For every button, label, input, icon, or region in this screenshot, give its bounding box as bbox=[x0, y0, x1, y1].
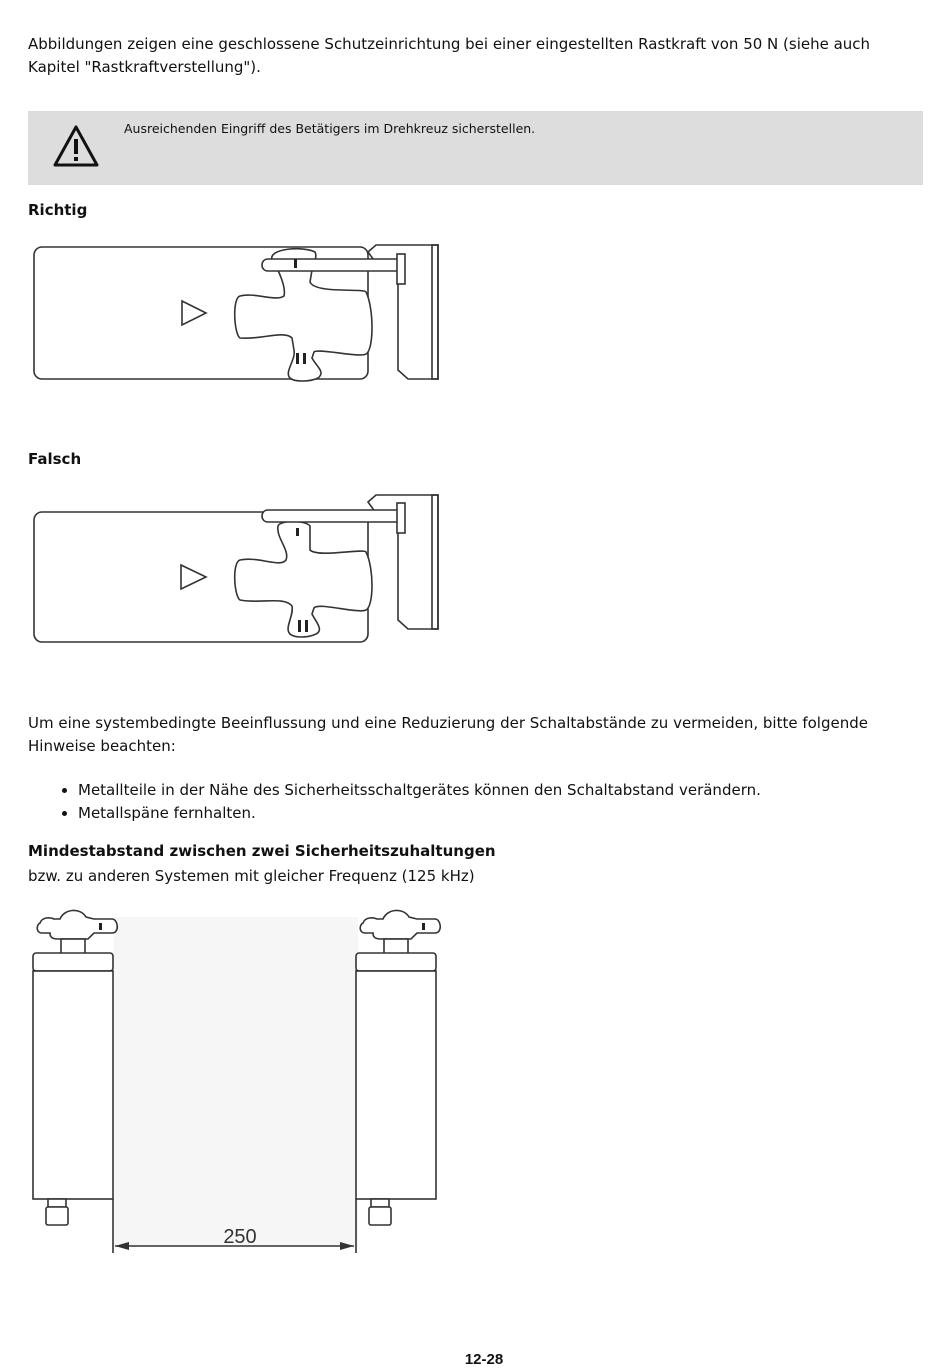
correct-figure-label: Richtig bbox=[28, 201, 88, 219]
wrong-engagement-figure bbox=[28, 488, 448, 650]
safety-switch-right bbox=[356, 910, 440, 1225]
safety-switch-left bbox=[33, 910, 117, 1225]
min-distance-subtext: bzw. zu anderen Systemen mit gleicher Frequenz (125 kHz) bbox=[28, 867, 475, 885]
correct-engagement-figure bbox=[28, 238, 448, 388]
hint-list bbox=[50, 779, 761, 825]
page-number: 12-28 bbox=[464, 1351, 504, 1368]
min-distance-heading: Mindestabstand zwischen zwei Sicherheitszuhaltungen bbox=[28, 842, 496, 860]
warning-box bbox=[28, 111, 923, 185]
list-item: • Metallspäne fernhalten. bbox=[78, 802, 761, 825]
min-distance-figure bbox=[28, 905, 448, 1260]
warning-triangle-icon bbox=[52, 124, 100, 168]
hint-paragraph: Um eine systembedingte Beeinflussung und eine Reduzierung der Schaltabstände zu vermeiden, bitte folgende Hinweise beachten: bbox=[28, 714, 868, 755]
wrong-figure-label: Falsch bbox=[28, 450, 82, 468]
warning-text: Ausreichenden Eingriff des Betätigers im Drehkreuz sicherstellen. bbox=[124, 121, 536, 136]
dimension-label: 250 bbox=[223, 1226, 257, 1248]
list-item: • Metallteile in der Nähe des Sicherheitsschaltgerätes können den Schaltabstand verändern. bbox=[78, 779, 761, 802]
intro-paragraph: Abbildungen zeigen eine geschlossene Schutzeinrichtung bei einer eingestellten Rastkraft von 50 N (siehe auch Kapitel "Rastkraftverstellung"). bbox=[28, 35, 871, 76]
